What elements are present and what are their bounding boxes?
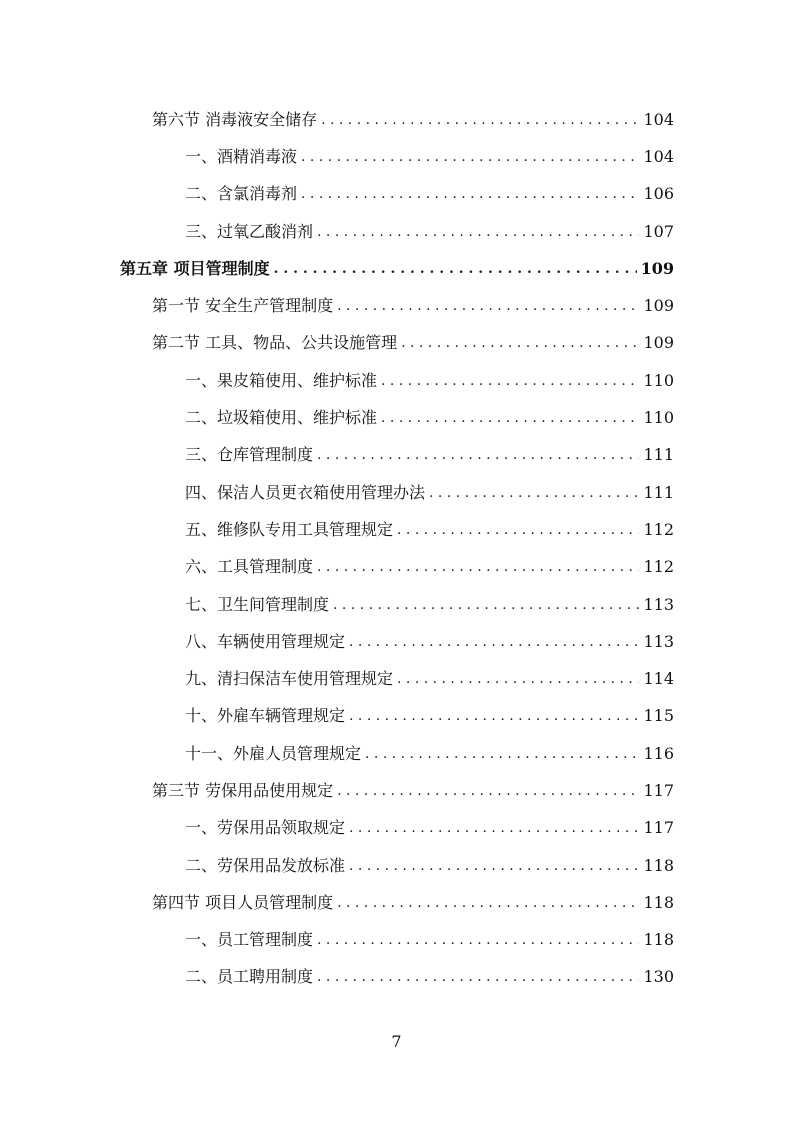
toc-dot-leader [301, 184, 639, 204]
toc-entry[interactable] [0, 810, 793, 847]
toc-dot-leader [349, 632, 639, 652]
toc-entry-title: 四、保洁人员更衣箱使用管理办法 [185, 482, 426, 502]
toc-entry-page: 106 [643, 184, 674, 204]
toc-entry-page: 113 [643, 594, 674, 614]
toc-dot-leader [317, 930, 639, 950]
toc-entry-page: 117 [643, 780, 674, 800]
toc-entry[interactable] [0, 698, 793, 735]
toc-entry-page: 130 [643, 967, 674, 987]
toc-dot-leader [381, 408, 639, 428]
toc-entry[interactable] [0, 138, 793, 175]
toc-entry-title: 七、卫生间管理制度 [185, 594, 330, 614]
toc-entry-title: 第二节 工具、物品、公共设施管理 [152, 333, 398, 353]
toc-dot-leader [349, 706, 639, 726]
toc-entry[interactable] [0, 437, 793, 474]
toc-entry-title: 三、仓库管理制度 [185, 445, 314, 465]
toc-dot-leader [337, 296, 639, 316]
toc-entry-page: 117 [643, 818, 674, 838]
toc-entry[interactable] [0, 474, 793, 511]
toc-dot-leader [317, 222, 639, 242]
toc-dot-leader [349, 856, 639, 876]
toc-entry-page: 116 [643, 743, 674, 763]
toc-entry-title: 二、员工聘用制度 [185, 967, 314, 987]
toc-entry[interactable] [0, 660, 793, 697]
toc-entry[interactable] [0, 549, 793, 586]
toc-entry-title: 二、垃圾箱使用、维护标准 [185, 408, 378, 428]
toc-entry-title: 第三节 劳保用品使用规定 [152, 780, 334, 800]
toc-entry-page: 111 [643, 482, 674, 502]
toc-entry[interactable] [0, 922, 793, 959]
toc-entry-title: 一、酒精消毒液 [185, 146, 298, 166]
toc-entry[interactable] [0, 623, 793, 660]
toc-entry-title: 八、车辆使用管理规定 [185, 631, 346, 651]
toc-entry-title: 二、劳保用品发放标准 [185, 855, 346, 875]
toc-entry-page: 109 [643, 333, 674, 353]
toc-entry-page: 104 [643, 109, 674, 129]
toc-entry-page: 104 [643, 146, 674, 166]
toc-entry[interactable] [0, 101, 793, 138]
toc-entry[interactable] [0, 959, 793, 996]
toc-entry-title: 第四节 项目人员管理制度 [152, 892, 334, 912]
toc-entry-page: 109 [640, 258, 674, 278]
toc-entry-title: 第六节 消毒液安全储存 [152, 109, 318, 129]
toc-dot-leader [317, 445, 639, 465]
toc-dot-leader [401, 333, 639, 353]
toc-dot-leader [301, 147, 639, 167]
toc-dot-leader [381, 371, 639, 391]
toc-dot-leader [337, 781, 639, 801]
toc-dot-leader [365, 744, 639, 764]
table-of-contents [0, 101, 793, 996]
toc-entry-page: 114 [643, 669, 674, 689]
toc-entry[interactable] [0, 735, 793, 772]
toc-entry[interactable] [0, 325, 793, 362]
toc-entry-title: 十一、外雇人员管理规定 [185, 743, 362, 763]
toc-entry-page: 112 [643, 557, 674, 577]
toc-entry[interactable] [0, 511, 793, 548]
toc-entry-page: 118 [643, 855, 674, 875]
toc-entry[interactable] [0, 287, 793, 324]
toc-entry-page: 110 [643, 370, 674, 390]
toc-dot-leader [317, 967, 639, 987]
toc-entry-title: 六、工具管理制度 [185, 557, 314, 577]
toc-dot-leader [397, 669, 639, 689]
toc-entry-page: 109 [643, 296, 674, 316]
toc-entry-page: 107 [643, 221, 674, 241]
page-number: 7 [391, 1032, 402, 1051]
toc-entry[interactable] [0, 362, 793, 399]
toc-entry-title: 一、员工管理制度 [185, 930, 314, 950]
toc-entry-title: 十、外雇车辆管理规定 [185, 706, 346, 726]
toc-entry-title: 第五章 项目管理制度 [120, 258, 270, 278]
toc-dot-leader [333, 595, 639, 615]
toc-entry[interactable] [0, 399, 793, 436]
toc-dot-leader [349, 818, 639, 838]
toc-entry-page: 118 [643, 892, 674, 912]
toc-entry-title: 五、维修队专用工具管理规定 [185, 519, 394, 539]
toc-entry-title: 九、清扫保洁车使用管理规定 [185, 669, 394, 689]
toc-dot-leader [429, 483, 639, 503]
toc-entry-title: 二、含氯消毒剂 [185, 184, 298, 204]
toc-entry[interactable] [0, 847, 793, 884]
toc-entry-title: 一、果皮箱使用、维护标准 [185, 370, 378, 390]
toc-entry-page: 111 [643, 445, 674, 465]
toc-dot-leader [397, 520, 639, 540]
toc-entry[interactable] [0, 884, 793, 921]
toc-entry-title: 三、过氧乙酸消剂 [185, 221, 314, 241]
toc-entry-page: 112 [643, 519, 674, 539]
toc-chapter-entry[interactable] [0, 250, 793, 287]
toc-dot-leader [317, 557, 639, 577]
toc-dot-leader [321, 110, 639, 130]
toc-entry-page: 118 [643, 930, 674, 950]
toc-entry-title: 第一节 安全生产管理制度 [152, 296, 334, 316]
toc-entry[interactable] [0, 176, 793, 213]
toc-entry[interactable] [0, 213, 793, 250]
toc-entry-title: 一、劳保用品领取规定 [185, 818, 346, 838]
toc-dot-leader [337, 893, 639, 913]
toc-dot-leader [274, 259, 637, 279]
toc-entry-page: 110 [643, 408, 674, 428]
toc-entry-page: 113 [643, 631, 674, 651]
toc-entry-page: 115 [643, 706, 674, 726]
toc-entry[interactable] [0, 586, 793, 623]
toc-entry[interactable] [0, 772, 793, 809]
